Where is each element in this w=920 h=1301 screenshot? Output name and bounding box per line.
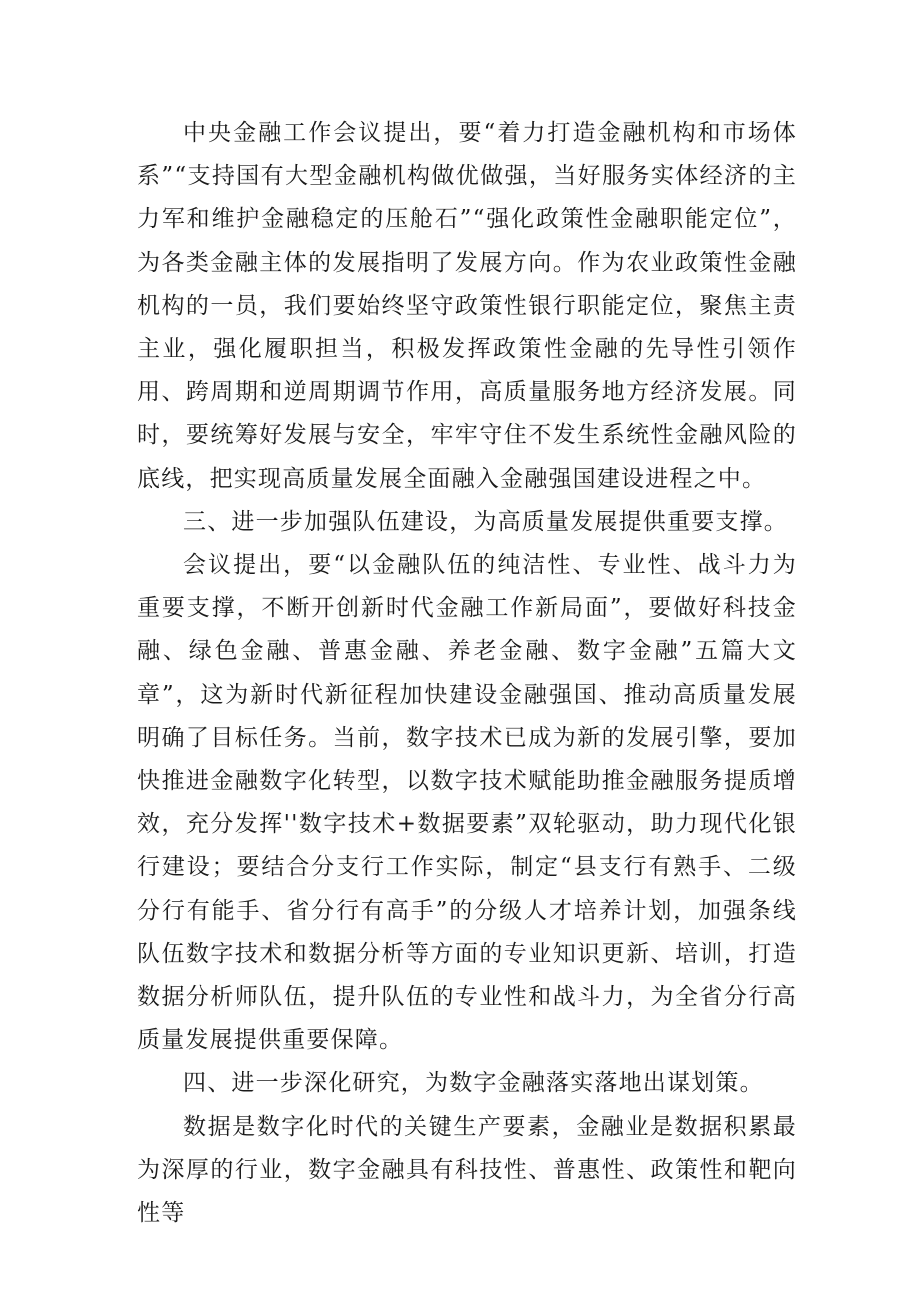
section-heading-digital-finance-research: 四、进一步深化研究，为数字金融落实落地出谋划策。 <box>183 1070 764 1097</box>
paragraph-team-building: 会议提出，要“以金融队伍的纯洁性、专业性、战斗力为重要支撑，不断开创新时代金融工作新局面”，要做好科技金融、绿色金融、普惠金融、养老金融、数字金融”五篇大文章”，这为新时代新征程加快建设金融强国、推动高质量发展明确了目标任务。当前，数字技术已成为新的发展引擎，要加快推进金融数字化转型，以数字技术赋能助推金融服务提质增效，充分发挥''数字技术+数据要素”双轮驱动，助力现代化银行建设；要结合分支行工作实际，制定“县支行有熟手、二级分行有能手、省分行有高手”的分级人才培养计划，加强条线队伍数字技术和数据分析等方面的专业知识更新、培训，打造数据分析师队伍，提升队伍的专业性和战斗力，为全省分行高质量发展提供重要保障。 <box>137 552 797 1054</box>
section-heading-team-building: 三、进一步加强队伍建设，为高质量发展提供重要支撑。 <box>183 508 788 535</box>
document-body <box>137 112 797 1235</box>
paragraph-data-elements: 数据是数字化时代的关键生产要素，金融业是数据积累最为深厚的行业，数字金融具有科技性、普惠性、政策性和靶向性等 <box>137 1113 797 1227</box>
paragraph-financial-work-conference: 中央金融工作会议提出，要“着力打造金融机构和市场体系”“支持国有大型金融机构做优做强，当好服务实体经济的主力军和维护金融稳定的压舱石”“强化政策性金融职能定位”，为各类金融主体的发展指明了发展方向。作为农业政策性金融机构的一员，我们要始终坚守政策性银行职能定位，聚焦主责主业，强化履职担当，积极发挥政策性金融的先导性引领作用、跨周期和逆周期调节作用，高质量服务地方经济发展。同时，要统筹好发展与安全，牢牢守住不发生系统性金融风险的底线，把实现高质量发展全面融入金融强国建设进程之中。 <box>137 120 797 492</box>
